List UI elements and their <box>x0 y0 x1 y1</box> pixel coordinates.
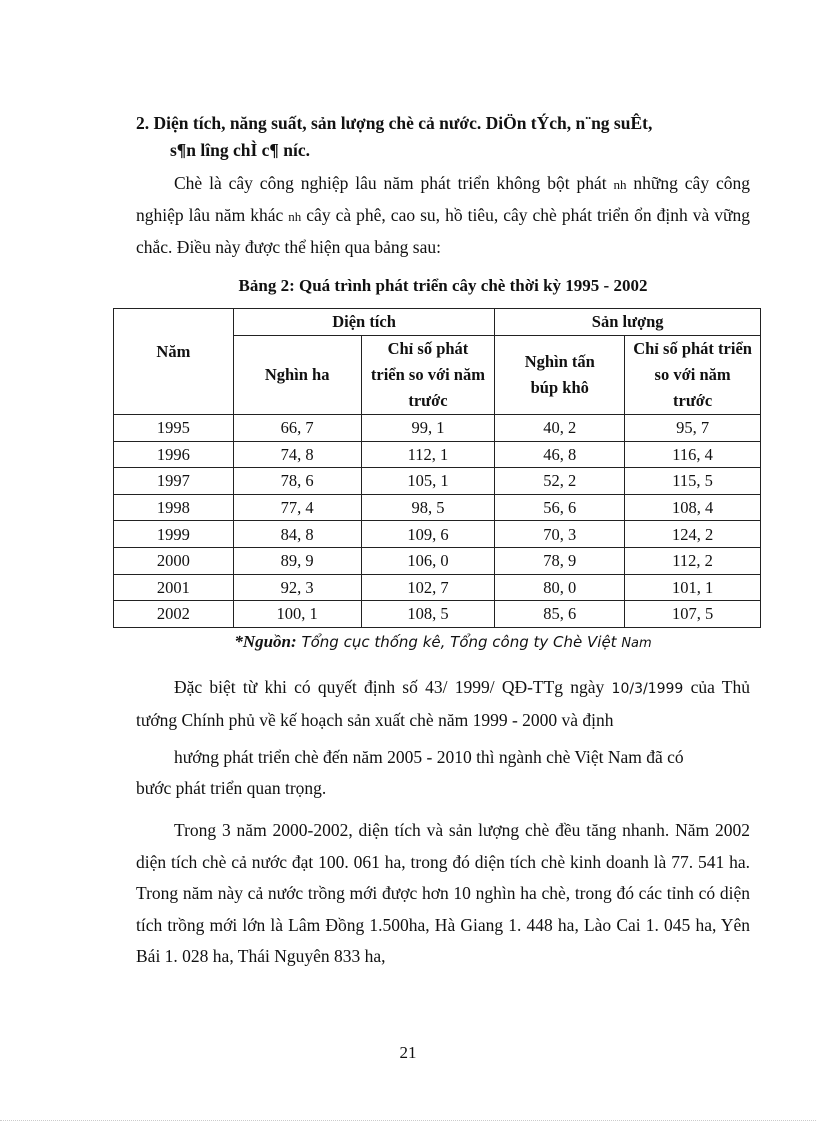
tea-development-table <box>113 308 761 628</box>
table-row <box>114 521 761 548</box>
cell-output-index: 108, 4 <box>625 494 761 521</box>
cell-year: 1999 <box>114 521 234 548</box>
cell-output: 46, 8 <box>495 441 625 468</box>
cell-year: 1996 <box>114 441 234 468</box>
cell-year: 1995 <box>114 415 234 442</box>
cell-output: 78, 9 <box>495 547 625 574</box>
table-row <box>114 547 761 574</box>
paragraph-2-line-3: hướng phát triển chè đến năm 2005 - 2010 thì ngành chè Việt Nam đã có <box>174 747 684 767</box>
section-heading <box>136 110 751 164</box>
cell-area-index: 98, 5 <box>361 494 495 521</box>
paragraph-1-part-2: những cây công nghiệp lâu năm khác <box>136 173 750 225</box>
source-label: *Nguồn: <box>234 632 297 651</box>
cell-area: 84, 8 <box>233 521 361 548</box>
paragraph-1-sub-1: nh <box>613 177 627 192</box>
paragraph-3-text: Trong 3 năm 2000-2002, diện tích và sản lượng chè đều tăng nhanh. Năm 2002 diện tích chè cả nước đạt 100. 061 ha, trong đó diện tích chè kinh doanh là 77. 541 ha. Trong năm này cả nước trồng mới được hơn 10 nghìn ha chè, trong đó các tỉnh có diện tích trồng mới lớn là Lâm Đồng 1.500ha, Hà Giang 1. 448 ha, Lào Cai 1. 045 ha, Yên Bái 1. 028 ha, Thái Nguyên 833 ha, <box>136 820 750 966</box>
cell-year: 1997 <box>114 468 234 495</box>
cell-area: 66, 7 <box>233 415 361 442</box>
header-area-index: Chỉ số phát triển so với năm trước <box>361 336 495 415</box>
paragraph-1-part-1: Chè là cây công nghiệp lâu năm phát triển không bột phát <box>174 173 614 193</box>
cell-output-index: 112, 2 <box>625 547 761 574</box>
header-year: Năm <box>114 309 234 415</box>
cell-area-index: 112, 1 <box>361 441 495 468</box>
decision-date: 10/3/1999 <box>611 681 684 697</box>
header-area-group: Diện tích <box>233 309 495 336</box>
header-output: Nghìn tấn búp khô <box>495 336 625 415</box>
paragraph-1-sub-2: nh <box>288 209 302 224</box>
paragraph-2 <box>136 672 750 736</box>
table-caption: Bảng 2: Quá trình phát triển cây chè thời kỳ 1995 - 2002 <box>238 276 648 295</box>
table-row <box>114 441 761 468</box>
table-source <box>136 632 750 652</box>
header-output-group: Sản lượng <box>495 309 761 336</box>
cell-output-index: 124, 2 <box>625 521 761 548</box>
page-number: 21 <box>399 1043 417 1062</box>
table-row <box>114 601 761 628</box>
table-row <box>114 494 761 521</box>
cell-area: 89, 9 <box>233 547 361 574</box>
source-tail: Nam <box>621 636 652 651</box>
cell-area: 92, 3 <box>233 574 361 601</box>
cell-area: 78, 6 <box>233 468 361 495</box>
cell-area: 77, 4 <box>233 494 361 521</box>
paragraph-2-part-1: Đặc biệt từ khi có quyết định số 43/ 1999/ QĐ-TTg ngày <box>174 677 612 697</box>
cell-area-index: 108, 5 <box>361 601 495 628</box>
cell-output-index: 115, 5 <box>625 468 761 495</box>
header-output-index: Chỉ số phát triển so với năm trước <box>625 336 761 415</box>
header-area: Nghìn ha <box>233 336 361 415</box>
paragraph-1 <box>136 168 750 263</box>
source-text: Tổng cục thống kê, Tổng công ty Chè Việt <box>296 633 622 651</box>
cell-output: 85, 6 <box>495 601 625 628</box>
cell-area-index: 99, 1 <box>361 415 495 442</box>
footer-divider <box>0 1120 816 1121</box>
cell-output-index: 116, 4 <box>625 441 761 468</box>
cell-output: 56, 6 <box>495 494 625 521</box>
table-row <box>114 574 761 601</box>
cell-area-index: 109, 6 <box>361 521 495 548</box>
table-row <box>114 415 761 442</box>
cell-area-index: 106, 0 <box>361 547 495 574</box>
heading-line-1: 2. Diện tích, năng suất, sản lượng chè cả nước. DiÖn tÝch, n¨ng suÊt, <box>136 113 653 133</box>
paragraph-1-part-3: cây cà phê, cao su, hồ tiêu, cây chè phát triển ổn định và vững chắc. Điều này được thể hiện qua bảng sau: <box>136 205 750 257</box>
paragraph-2-line-4: bước phát triển quan trọng. <box>136 778 327 798</box>
cell-year: 2001 <box>114 574 234 601</box>
cell-area-index: 105, 1 <box>361 468 495 495</box>
cell-output: 70, 3 <box>495 521 625 548</box>
cell-output-index: 101, 1 <box>625 574 761 601</box>
cell-area: 100, 1 <box>233 601 361 628</box>
paragraph-2-part-2: của Thủ tướng Chính phủ về kế hoạch sản xuất chè năm 1999 - 2000 và định <box>136 677 750 730</box>
cell-area-index: 102, 7 <box>361 574 495 601</box>
cell-year: 1998 <box>114 494 234 521</box>
cell-output: 40, 2 <box>495 415 625 442</box>
cell-output: 80, 0 <box>495 574 625 601</box>
cell-year: 2000 <box>114 547 234 574</box>
cell-output-index: 107, 5 <box>625 601 761 628</box>
cell-area: 74, 8 <box>233 441 361 468</box>
cell-year: 2002 <box>114 601 234 628</box>
cell-output-index: 95, 7 <box>625 415 761 442</box>
table-row <box>114 468 761 495</box>
heading-line-2: s¶n lîng chÌ c¶ níc. <box>170 140 310 160</box>
cell-output: 52, 2 <box>495 468 625 495</box>
paragraph-3 <box>136 815 750 973</box>
